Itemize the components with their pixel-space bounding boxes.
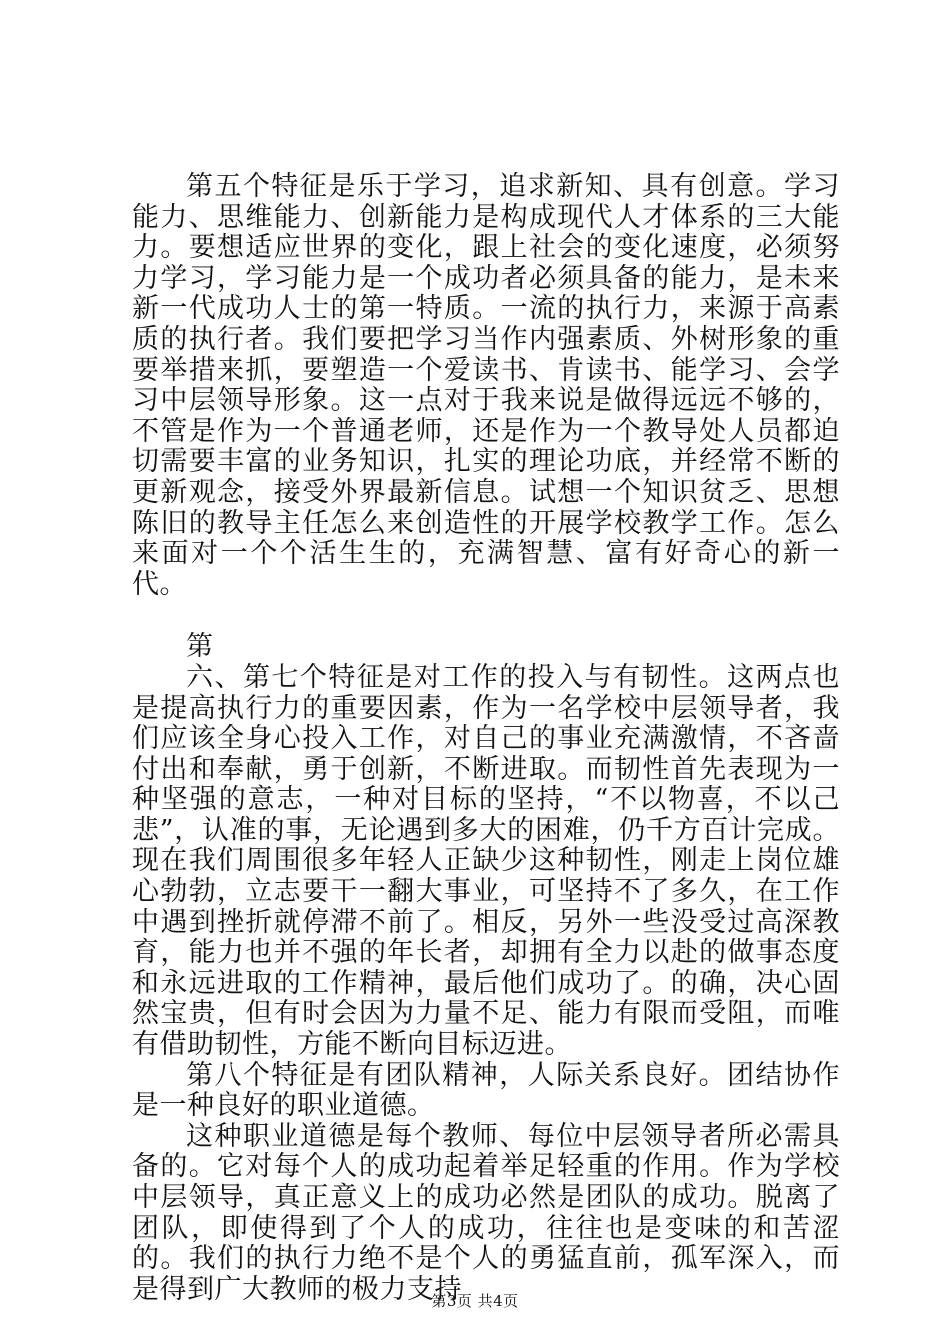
paragraph-sixth-seventh-trait: 六、第七个特征是对工作的投入与有韧性。这两点也是提高执行力的重要因素，作为一名学校中层领导者，我们应该全身心投入工作，对自己的事业充满激情，不吝啬付出和奉献，勇于创新，不断进取。而韧性首先表现为一种坚强的意志，一种对目标的坚持，“不以物喜，不以己悲”，认准的事，无论遇到多大的困难，仍千方百计完成。现在我们周围很多年轻人正缺少这种韧性，刚走上岗位雄心勃勃，立志要干一翻大事业，可坚持不了多久，在工作中遇到挫折就停滞不前了。相反，另外一些没受过高深教育，能力也并不强的年长者，却拥有全力以赴的做事态度和永远进取的工作精神，最后他们成功了。的确，决心固然宝贵，但有时会因为力量不足、能力有限而受阻，而唯有借助韧性，方能不断向目标迈进。: [132, 661, 840, 1061]
paragraph-eighth-trait: 第八个特征是有团队精神，人际关系良好。团结协作是一种良好的职业道德。: [132, 1059, 840, 1122]
page-footer: 第3页 共4页: [431, 1292, 519, 1310]
paragraph-fragment: 第: [186, 631, 214, 663]
paragraph-fifth-trait: 第五个特征是乐于学习，追求新知、具有创意。学习能力、思维能力、创新能力是构成现代人才体系的三大能力。要想适应世界的变化，跟上社会的变化速度，必须努力学习，学习能力是一个成功者必须具备的能力，是未来新一代成功人士的第一特质。一流的执行力，来源于高素质的执行者。我们要把学习当作内强素质、外树形象的重要举措来抓，要塑造一个爱读书、肯读书、能学习、会学习中层领导形象。这一点对于我来说是做得远远不够的，不管是作为一个普通老师，还是作为一个教导处人员都迫切需要丰富的业务知识，扎实的理论功底，并经常不断的更新观念，接受外界最新信息。试想一个知识贫乏、思想陈旧的教导主任怎么来创造性的开展学校教学工作。怎么来面对一个个活生生的，充满智慧、富有好奇心的新一代。: [132, 171, 840, 600]
paragraph-professional-ethics: 这种职业道德是每个教师、每位中层领导者所必需具备的。它对每个人的成功起着举足轻重的作用。作为学校中层领导，真正意义上的成功必然是团队的成功。脱离了团队，即使得到了个人的成功，往往也是变味的和苦涩的。我们的执行力绝不是个人的勇猛直前，孤军深入，而是得到广大教师的极力支持: [132, 1120, 840, 1305]
document-body: [132, 172, 840, 1305]
